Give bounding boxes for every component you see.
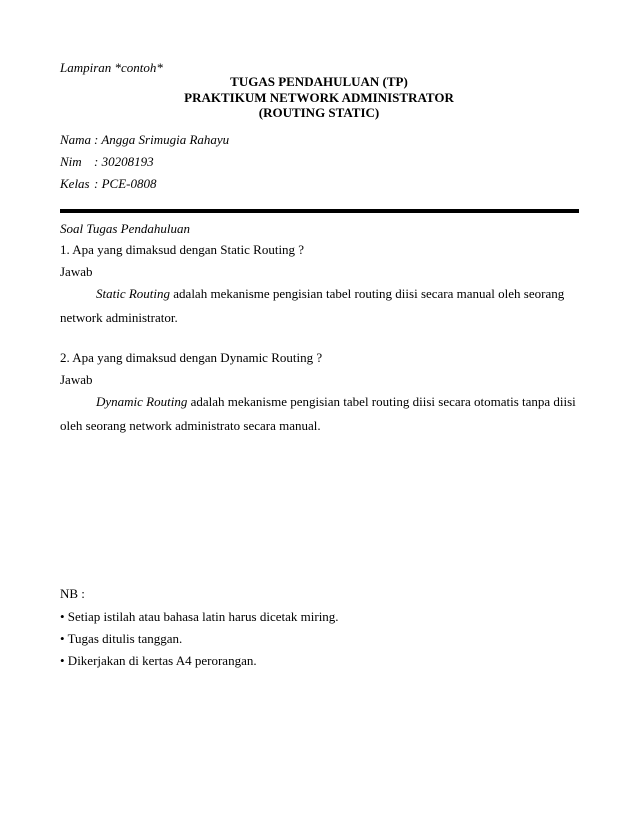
identity-nim [60, 154, 154, 170]
nim-label: Nim [60, 154, 82, 169]
nb-heading: NB : [60, 586, 85, 601]
question-1: 1. Apa yang dimaksud dengan Static Routing ? [60, 242, 305, 257]
answer-1-term: Static Routing [96, 286, 171, 301]
nama-label: Nama [60, 132, 92, 147]
title-line-3: (ROUTING STATIC) [258, 105, 380, 120]
jawab-2: Jawab [60, 372, 93, 387]
nb-item: • Dikerjakan di kertas A4 perorangan. [60, 653, 257, 668]
answer-2-term: Dynamic Routing [96, 394, 188, 409]
answer-2-text: adalah mekanisme pengisian tabel routing diisi secara otomatis tanpa diisi oleh seorang network administrato secara manual. [60, 394, 576, 433]
question-2: 2. Apa yang dimaksud dengan Dynamic Routing ? [60, 350, 323, 365]
soal-heading: Soal Tugas Pendahuluan [60, 221, 191, 236]
answer-1-text: adalah mekanisme pengisian tabel routing diisi secara manual oleh seorang network administrator. [60, 286, 565, 325]
title-line-2: PRAKTIKUM NETWORK ADMINISTRATOR [184, 90, 454, 105]
answer-2 [60, 390, 580, 438]
lampiran-note: Lampiran *contoh* [60, 60, 163, 75]
header-divider [60, 209, 579, 213]
identity-kelas [60, 176, 156, 192]
answer-1 [60, 282, 580, 330]
identity-nama [60, 132, 229, 148]
nama-value: : Angga Srimugia Rahayu [94, 132, 230, 147]
jawab-1: Jawab [60, 264, 93, 279]
nim-value: : 30208193 [94, 154, 154, 169]
title-line-1: TUGAS PENDAHULUAN (TP) [230, 74, 408, 89]
kelas-value: : PCE-0808 [94, 176, 157, 191]
kelas-label: Kelas [60, 176, 90, 191]
nb-item: • Setiap istilah atau bahasa latin harus dicetak miring. [60, 609, 339, 624]
nb-item: • Tugas ditulis tanggan. [60, 631, 183, 646]
